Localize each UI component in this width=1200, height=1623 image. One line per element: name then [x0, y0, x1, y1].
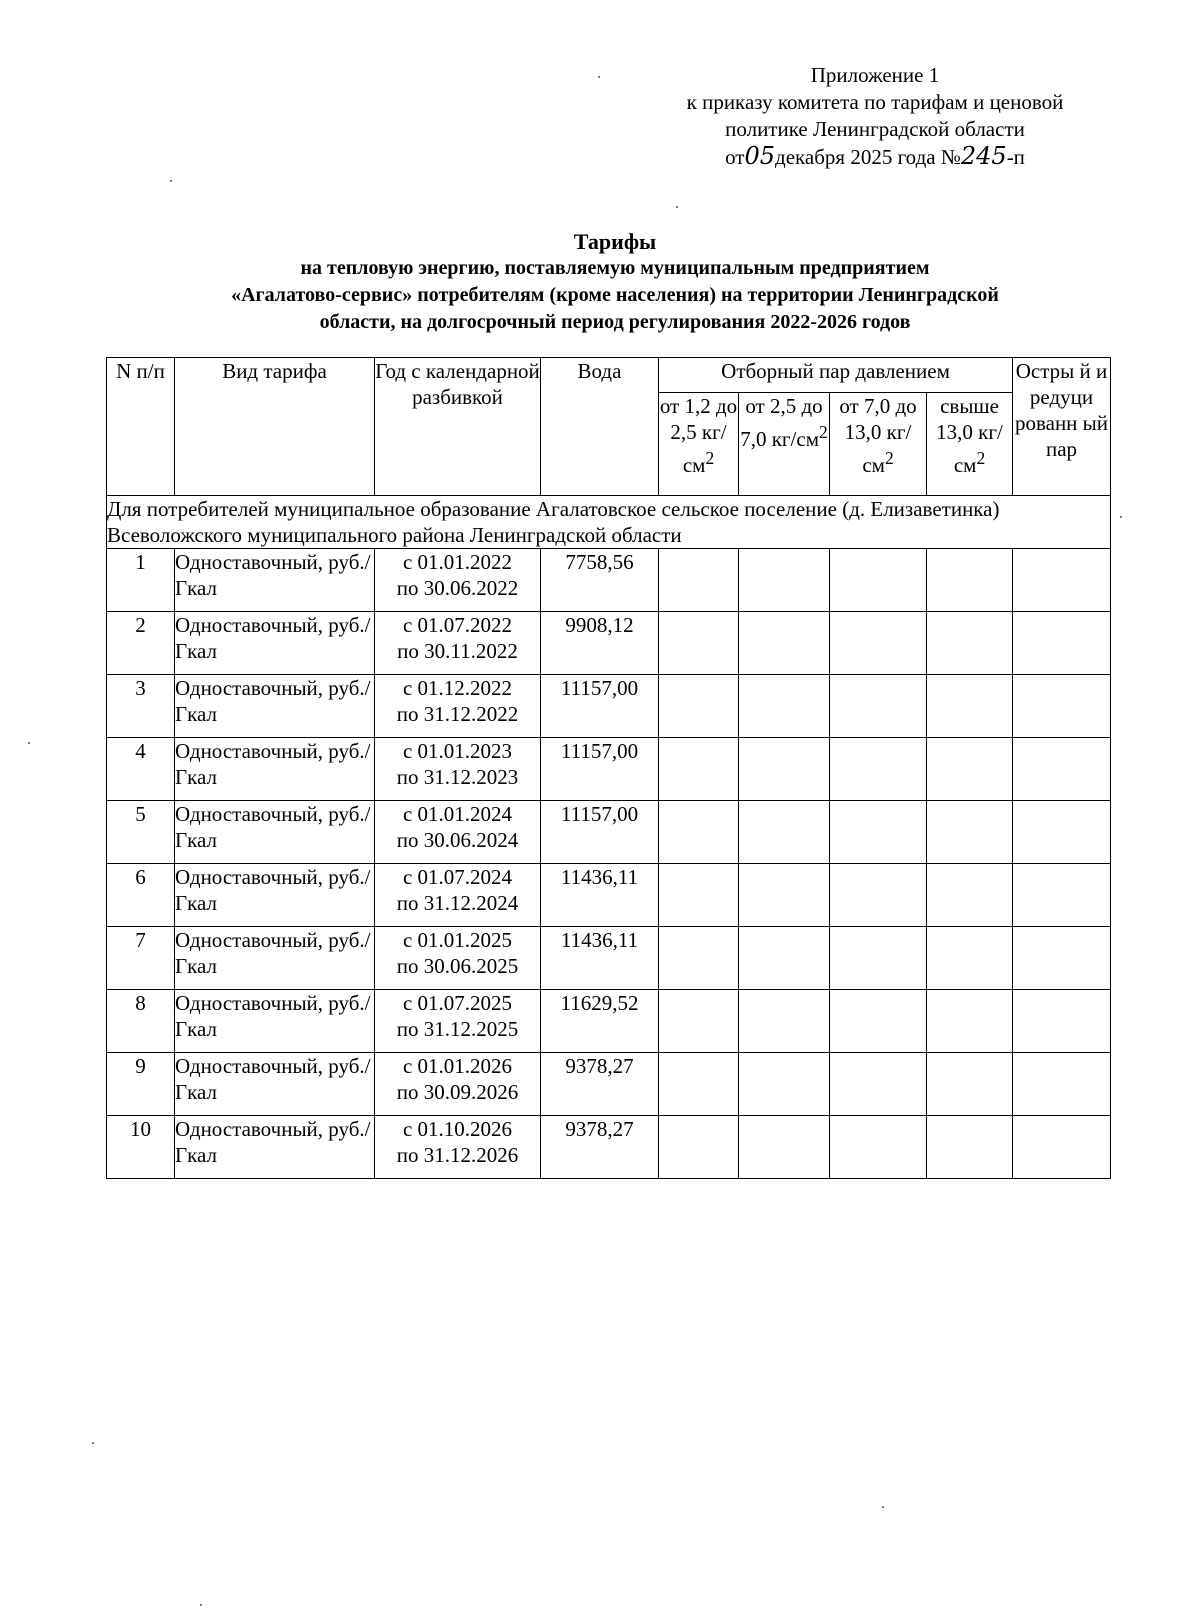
row-period	[375, 738, 541, 801]
header-steam-4-text: свыше 13,0 кг/см	[936, 394, 1003, 477]
row-period-from: с 01.07.2024	[402, 865, 513, 889]
row-period	[375, 1053, 541, 1116]
scan-speck	[1120, 516, 1122, 518]
header-steam-3	[830, 393, 927, 496]
appendix-line1: Приложение 1	[810, 63, 940, 87]
appendix-line3: политике Ленинградской области	[725, 117, 1025, 141]
row-period-to: по 30.11.2022	[397, 639, 518, 663]
header-num: N п/п	[107, 358, 175, 496]
row-number: 5	[107, 801, 175, 864]
row-sharp-steam	[1013, 1116, 1111, 1179]
row-period-from: с 01.07.2022	[402, 613, 513, 637]
row-sharp-steam	[1013, 801, 1111, 864]
row-steam-3	[830, 927, 927, 990]
row-sharp-steam	[1013, 1053, 1111, 1116]
row-steam-1	[659, 990, 739, 1053]
appendix-date-suffix: -п	[1006, 145, 1025, 169]
row-sharp-steam	[1013, 549, 1111, 612]
appendix-line4	[640, 143, 1110, 171]
header-kind: Вид тарифа	[175, 358, 375, 496]
table-row	[107, 612, 1111, 675]
appendix-date-prefix: от	[725, 145, 745, 169]
row-period-to: по 31.12.2022	[396, 702, 519, 726]
row-steam-2	[739, 864, 830, 927]
row-steam-3	[830, 738, 927, 801]
title-line2: на тепловую энергию, поставляемую муниципальным предприятием	[300, 257, 930, 279]
header-steam-4-sup: 2	[976, 448, 986, 468]
row-period	[375, 864, 541, 927]
header-steam-2-sup: 2	[819, 422, 828, 442]
row-period	[375, 990, 541, 1053]
row-sharp-steam	[1013, 675, 1111, 738]
row-period-from: с 01.01.2026	[402, 1054, 513, 1078]
row-steam-4	[927, 990, 1013, 1053]
header-steam: Отборный пар давлением	[659, 358, 1013, 393]
header-steam-4	[927, 393, 1013, 496]
row-water: 9908,12	[541, 612, 659, 675]
row-kind: Одноставочный, руб./Гкал	[175, 801, 375, 864]
row-period-to: по 31.12.2023	[396, 765, 519, 789]
scan-speck	[598, 76, 600, 78]
header-sharp-steam: Остры й и редуци рованн ый пар	[1013, 358, 1111, 496]
row-period	[375, 675, 541, 738]
header-water: Вода	[541, 358, 659, 496]
row-kind: Одноставочный, руб./Гкал	[175, 612, 375, 675]
row-period-to: по 30.06.2024	[396, 828, 519, 852]
handwritten-number: 245	[960, 142, 1007, 170]
row-steam-1	[659, 675, 739, 738]
row-period-to: по 31.12.2025	[396, 1017, 519, 1041]
row-kind: Одноставочный, руб./Гкал	[175, 738, 375, 801]
row-steam-1	[659, 612, 739, 675]
row-period-from: с 01.01.2022	[402, 550, 513, 574]
row-steam-4	[927, 612, 1013, 675]
row-steam-1	[659, 927, 739, 990]
scan-speck	[882, 1506, 884, 1508]
header-steam-1-sup: 2	[705, 448, 715, 468]
row-period-to: по 31.12.2024	[396, 891, 519, 915]
row-period-from: с 01.10.2026	[402, 1117, 513, 1141]
row-water: 9378,27	[541, 1116, 659, 1179]
row-steam-1	[659, 801, 739, 864]
row-period	[375, 612, 541, 675]
appendix-line2: к приказу комитета по тарифам и ценовой	[686, 90, 1064, 114]
row-period	[375, 1116, 541, 1179]
row-kind: Одноставочный, руб./Гкал	[175, 549, 375, 612]
table-row	[107, 801, 1111, 864]
header-steam-1	[659, 393, 739, 496]
row-steam-2	[739, 612, 830, 675]
table-row	[107, 738, 1111, 801]
table-row	[107, 927, 1111, 990]
row-steam-3	[830, 990, 927, 1053]
row-steam-1	[659, 738, 739, 801]
title-line1: Тарифы	[573, 229, 657, 254]
row-steam-4	[927, 675, 1013, 738]
row-period	[375, 801, 541, 864]
header-steam-2	[739, 393, 830, 496]
row-number: 10	[107, 1116, 175, 1179]
row-sharp-steam	[1013, 612, 1111, 675]
appendix-date-mid: декабря 2025 года №	[775, 145, 961, 169]
row-period-to: по 30.06.2022	[396, 576, 519, 600]
row-kind: Одноставочный, руб./Гкал	[175, 990, 375, 1053]
table-row	[107, 1053, 1111, 1116]
header-steam-1-text: от 1,2 до 2,5 кг/см	[659, 394, 738, 477]
row-sharp-steam	[1013, 927, 1111, 990]
appendix-header	[640, 62, 1110, 171]
title-line3: «Агалатово-сервис» потребителям (кроме населения) на территории Ленинградской	[231, 284, 999, 306]
row-steam-2	[739, 549, 830, 612]
row-steam-1	[659, 549, 739, 612]
row-number: 4	[107, 738, 175, 801]
scan-speck	[92, 1442, 94, 1444]
row-steam-4	[927, 1053, 1013, 1116]
row-number: 7	[107, 927, 175, 990]
consumer-group-row: Для потребителей муниципальное образование Агалатовское сельское поселение (д. Елизаветинка) Всеволожского муниципального района Ленинградской области	[107, 496, 1111, 549]
row-water: 11436,11	[541, 864, 659, 927]
header-period: Год с календарной разбивкой	[375, 358, 541, 496]
row-period-from: с 01.01.2025	[402, 928, 513, 952]
row-water: 11157,00	[541, 675, 659, 738]
row-number: 3	[107, 675, 175, 738]
row-steam-4	[927, 801, 1013, 864]
row-kind: Одноставочный, руб./Гкал	[175, 1116, 375, 1179]
row-steam-2	[739, 675, 830, 738]
header-steam-3-text: от 7,0 до 13,0 кг/см	[839, 394, 917, 477]
row-steam-4	[927, 864, 1013, 927]
handwritten-day: 05	[744, 142, 776, 170]
row-water: 11157,00	[541, 801, 659, 864]
row-period	[375, 549, 541, 612]
row-period	[375, 927, 541, 990]
row-number: 2	[107, 612, 175, 675]
row-water: 9378,27	[541, 1053, 659, 1116]
title-line4: области, на долгосрочный период регулирования 2022-2026 годов	[319, 311, 911, 333]
row-steam-3	[830, 549, 927, 612]
row-steam-3	[830, 1053, 927, 1116]
row-number: 9	[107, 1053, 175, 1116]
row-steam-2	[739, 801, 830, 864]
row-period-from: с 01.12.2022	[402, 676, 513, 700]
row-steam-2	[739, 1053, 830, 1116]
row-steam-2	[739, 738, 830, 801]
row-sharp-steam	[1013, 738, 1111, 801]
row-number: 6	[107, 864, 175, 927]
row-number: 1	[107, 549, 175, 612]
tariffs-table	[106, 357, 1111, 1179]
row-kind: Одноставочный, руб./Гкал	[175, 675, 375, 738]
row-water: 11157,00	[541, 738, 659, 801]
row-steam-4	[927, 738, 1013, 801]
header-steam-3-sup: 2	[884, 448, 894, 468]
row-steam-1	[659, 1053, 739, 1116]
row-water: 11629,52	[541, 990, 659, 1053]
document-title	[120, 228, 1110, 336]
scan-speck	[676, 206, 678, 208]
row-water: 11436,11	[541, 927, 659, 990]
row-water: 7758,56	[541, 549, 659, 612]
row-steam-1	[659, 864, 739, 927]
table-row	[107, 549, 1111, 612]
table-row	[107, 990, 1111, 1053]
scan-speck	[170, 180, 172, 182]
row-sharp-steam	[1013, 990, 1111, 1053]
row-kind: Одноставочный, руб./Гкал	[175, 927, 375, 990]
row-steam-3	[830, 801, 927, 864]
row-kind: Одноставочный, руб./Гкал	[175, 1053, 375, 1116]
header-steam-2-text: от 2,5 до 7,0 кг/см	[740, 394, 823, 451]
row-steam-2	[739, 1116, 830, 1179]
table-row	[107, 675, 1111, 738]
scan-speck	[28, 742, 30, 744]
row-steam-3	[830, 1116, 927, 1179]
row-steam-4	[927, 927, 1013, 990]
scan-speck	[200, 1604, 202, 1606]
row-steam-2	[739, 927, 830, 990]
row-period-to: по 30.09.2026	[396, 1080, 519, 1104]
row-steam-4	[927, 1116, 1013, 1179]
row-sharp-steam	[1013, 864, 1111, 927]
row-period-from: с 01.01.2024	[402, 802, 513, 826]
row-steam-3	[830, 864, 927, 927]
row-steam-1	[659, 1116, 739, 1179]
table-row	[107, 1116, 1111, 1179]
row-kind: Одноставочный, руб./Гкал	[175, 864, 375, 927]
row-steam-2	[739, 990, 830, 1053]
row-period-from: с 01.01.2023	[402, 739, 513, 763]
row-number: 8	[107, 990, 175, 1053]
row-period-to: по 31.12.2026	[396, 1143, 519, 1167]
table-row	[107, 864, 1111, 927]
row-period-to: по 30.06.2025	[396, 954, 519, 978]
row-period-from: с 01.07.2025	[402, 991, 513, 1015]
row-steam-4	[927, 549, 1013, 612]
row-steam-3	[830, 675, 927, 738]
row-steam-3	[830, 612, 927, 675]
